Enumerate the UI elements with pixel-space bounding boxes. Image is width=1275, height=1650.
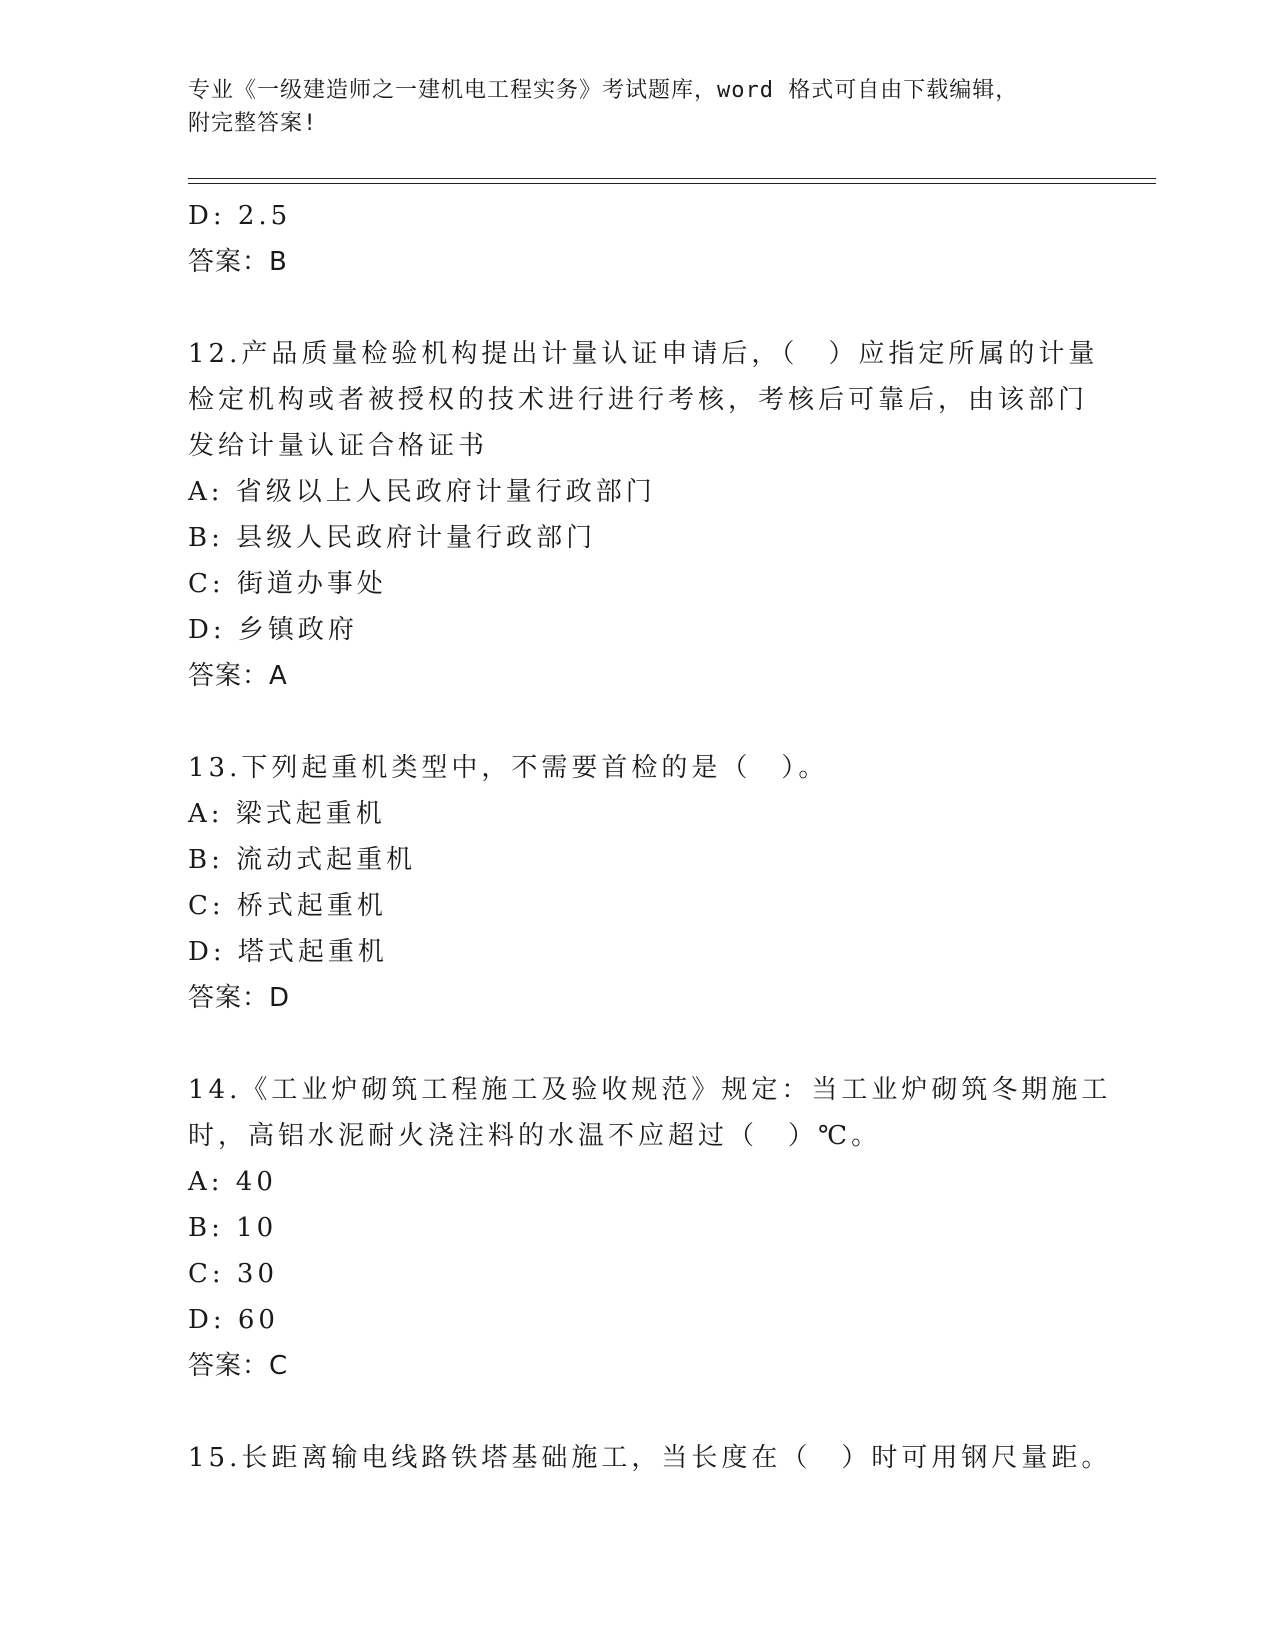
question-14-stem-line-1: 14.《工业炉砌筑工程施工及验收规范》规定：当工业炉砌筑冬期施工 [188,1075,1112,1105]
question-12-stem-line-2: 检定机构或者被授权的技术进行进行考核，考核后可靠后，由该部门 [188,385,1089,415]
header-divider-bottom [188,183,1156,184]
question-13-option-c: C: 桥式起重机 [188,891,387,921]
question-12-stem-line-3: 发给计量认证合格证书 [188,431,489,461]
header-line-2: 附完整答案! [188,111,318,136]
question-13-option-d: D: 塔式起重机 [188,937,388,967]
prev-answer: 答案：B [188,247,288,277]
question-12-option-b: B: 县级人民政府计量行政部门 [188,523,597,553]
spacer [188,285,1088,331]
question-14-option-d: D: 60 [188,1305,279,1335]
question-12-answer: 答案：A [188,661,288,691]
question-15 [188,1435,1112,1481]
question-14-option-c: C: 30 [188,1259,279,1289]
prev-option-d: D: 2.5 [188,201,292,231]
header-line-1: 专业《一级建造师之一建机电工程实务》考试题库，word 格式可自由下载编辑， [188,78,1019,103]
question-14 [188,1067,1112,1389]
spacer [188,1389,1088,1435]
question-12-option-d: D: 乡镇政府 [188,615,358,645]
question-14-answer: 答案：C [188,1351,289,1381]
spacer [188,699,1088,745]
header-divider-top [188,178,1156,179]
question-14-stem-line-2: 时，高铝水泥耐火浇注料的水温不应超过（ ）℃。 [188,1121,882,1151]
question-13-option-b: B: 流动式起重机 [188,845,417,875]
question-14-option-b: B: 10 [188,1213,278,1243]
question-12-option-a: A: 省级以上人民政府计量行政部门 [188,477,656,507]
question-13-stem-line-1: 13.下列起重机类型中，不需要首检的是（ ）。 [188,753,829,783]
question-12-stem-line-1: 12.产品质量检验机构提出计量认证申请后，（ ）应指定所属的计量 [188,339,1099,369]
question-12 [188,331,1099,699]
question-12-option-c: C: 街道办事处 [188,569,387,599]
question-15-stem-line-1: 15.长距离输电线路铁塔基础施工，当长度在（ ）时可用钢尺量距。 [188,1443,1112,1473]
question-13-answer: 答案：D [188,983,291,1013]
question-14-option-a: A: 40 [188,1167,277,1197]
question-list [188,193,1112,1481]
spacer [188,1021,1088,1067]
question-13-option-a: A: 梁式起重机 [188,799,386,829]
question-13 [188,745,1088,1021]
document-header [188,74,1088,140]
